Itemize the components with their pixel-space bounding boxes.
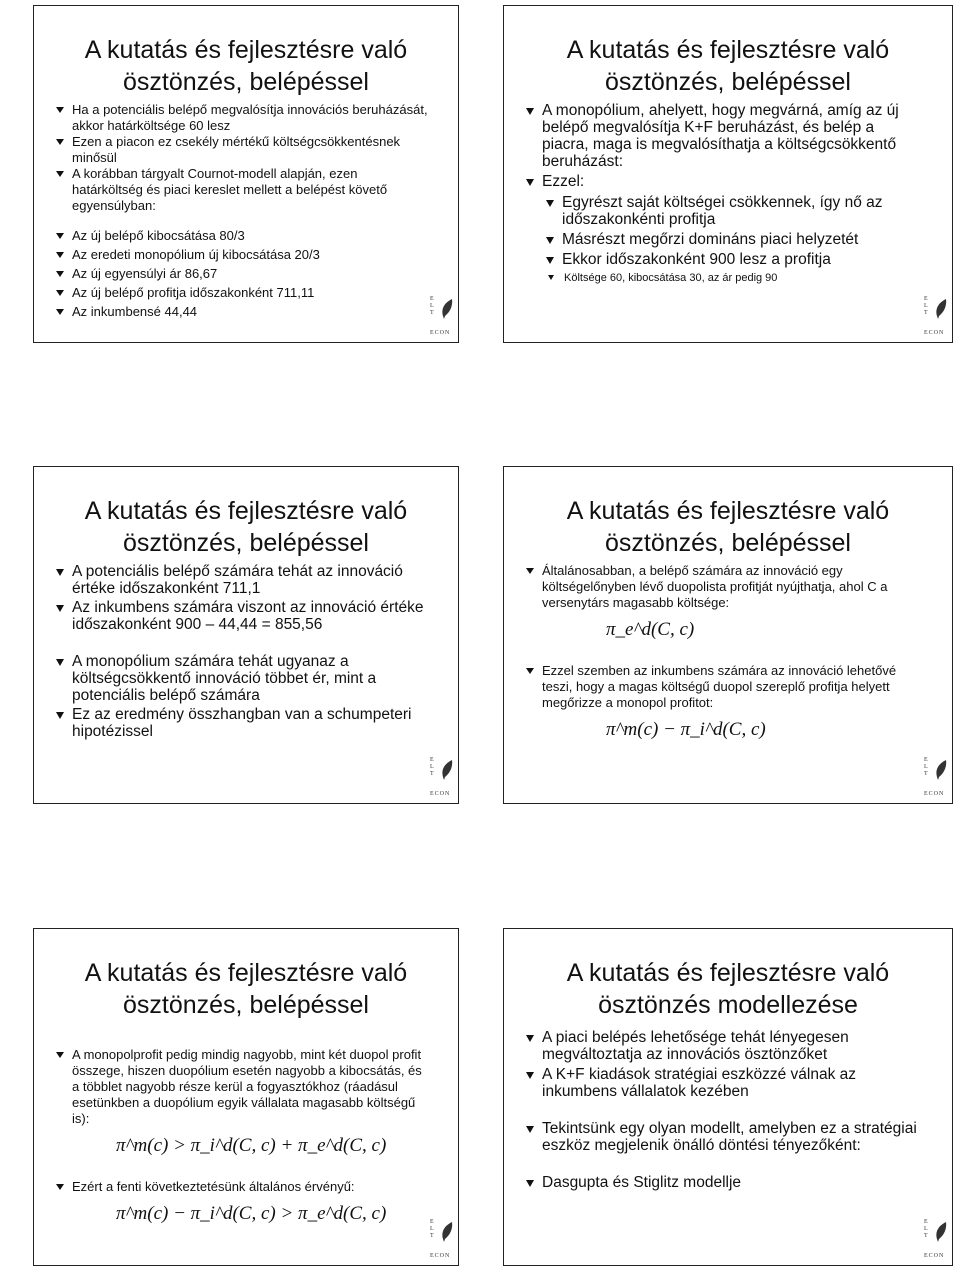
elte-econ-logo: E L T ECON <box>924 757 950 797</box>
sub-bullet-item: Az új belépő kibocsátása 80/3 <box>56 228 430 244</box>
elte-econ-logo: E L T ECON <box>430 757 456 797</box>
bullet-item: A piaci belépés lehetősége tehát lényegesen megváltoztatja az innovációs ösztönzőket <box>526 1029 924 1063</box>
title-line-2: ösztönzés, belépéssel <box>123 991 369 1019</box>
elte-econ-logo: E L T ECON <box>924 1219 950 1259</box>
bullet-item: Ezért a fenti következtetésünk általános érvényű: <box>56 1179 430 1195</box>
sub-bullet-item: Ekkor időszakonként 900 lesz a profitja <box>546 251 924 268</box>
bullet-item: A K+F kiadások stratégiai eszközzé válnak az inkumbens vállalatok kezében <box>526 1066 924 1100</box>
leaf-icon <box>934 1221 948 1243</box>
slide-content <box>56 563 430 740</box>
slide-title <box>504 495 952 559</box>
elte-econ-logo: E L T ECON <box>430 296 456 336</box>
bullet-item: Általánosabban, a belépő számára az innováció egy költségelőnyben lévő duopolista profitját nyújthatja, ahol C a versenytárs magasabb költsége: <box>526 563 924 611</box>
elte-econ-logo: E L T ECON <box>430 1219 456 1259</box>
title-line-1: A kutatás és fejlesztésre való <box>566 959 890 987</box>
bullet-item: Ez az eredmény összhangban van a schumpeteri hipotézissel <box>56 706 430 740</box>
slide-content <box>56 102 430 323</box>
bullet-item: Az inkumbens számára viszont az innováció értéke időszakonként 900 – 44,44 = 855,56 <box>56 599 430 633</box>
slide-title <box>34 495 458 559</box>
slide-6 <box>503 928 953 1266</box>
slide-2 <box>503 5 953 343</box>
sub-bullet-item: Az új egyensúlyi ár 86,67 <box>56 266 430 282</box>
leaf-icon <box>440 298 454 320</box>
slide-content <box>526 1029 924 1191</box>
slide-title <box>504 957 952 1021</box>
bullet-item: A korábban tárgyalt Cournot-modell alapján, ezen határköltség és piaci kereslet mellett a belépést követő egyensúlyban: <box>56 166 430 214</box>
formula-general-conclusion: π^m(c) − π_i^d(C, c) > π_e^d(C, c) <box>116 1203 387 1224</box>
slide-3 <box>33 466 459 804</box>
leaf-icon <box>934 298 948 320</box>
slide-4 <box>503 466 953 804</box>
elte-econ-logo: E L T ECON <box>924 296 950 336</box>
formula-incumbent-value: π^m(c) − π_i^d(C, c) <box>606 719 766 740</box>
bullet-item: Tekintsünk egy olyan modellt, amelyben ez a stratégiai eszköz megjelenik önálló döntési tényezőként: <box>526 1120 924 1154</box>
bullet-item: Ezen a piacon ez csekély mértékű költségcsökkentésnek minősül <box>56 134 430 166</box>
slide-1 <box>33 5 459 343</box>
slide-content <box>526 102 924 285</box>
slide-content <box>526 563 924 749</box>
title-line-2: ösztönzés, belépéssel <box>605 529 851 557</box>
title-line-1: A kutatás és fejlesztésre való <box>84 497 408 525</box>
bullet-item: Ha a potenciális belépő megvalósítja innovációs beruházását, akkor határköltsége 60 lesz <box>56 102 430 134</box>
title-line-1: A kutatás és fejlesztésre való <box>566 497 890 525</box>
formula-entrant-value: π_e^d(C, c) <box>606 619 695 640</box>
sub-bullet-item: Az inkumbensé 44,44 <box>56 304 430 320</box>
title-line-2: ösztönzés, belépéssel <box>123 68 369 96</box>
sub-bullet-item: Másrészt megőrzi domináns piaci helyzetét <box>546 231 924 248</box>
title-line-2: ösztönzés, belépéssel <box>123 529 369 557</box>
bullet-item: A monopolprofit pedig mindig nagyobb, mint két duopol profit összege, hiszen duopólium esetén nagyobb a kibocsátás, és a többlet nagyobb része kerül a fogyasztókhoz (ráadásul esetünkben a duopólium egyik vállalata magasabb költségű is): <box>56 1047 430 1127</box>
sub-bullet-item: Egyrészt saját költségei csökkennek, így nő az időszakonkénti profitja <box>546 194 924 228</box>
slide-title <box>504 34 952 98</box>
title-line-1: A kutatás és fejlesztésre való <box>84 36 408 64</box>
sub-bullet-item: Az eredeti monopólium új kibocsátása 20/3 <box>56 247 430 263</box>
leaf-icon <box>440 1221 454 1243</box>
slide-content <box>56 1047 430 1233</box>
title-line-2: ösztönzés modellezése <box>598 991 858 1019</box>
slide-title <box>34 957 458 1021</box>
sub-sub-bullet-item: Költsége 60, kibocsátása 30, az ár pedig 90 <box>548 271 924 285</box>
title-line-2: ösztönzés, belépéssel <box>605 68 851 96</box>
leaf-icon <box>440 759 454 781</box>
slide-title <box>34 34 458 98</box>
bullet-item: A monopólium számára tehát ugyanaz a költségcsökkentő innováció többet ér, mint a potenciális belépő számára <box>56 653 430 704</box>
title-line-1: A kutatás és fejlesztésre való <box>566 36 890 64</box>
bullet-item: Ezzel: <box>526 173 924 190</box>
bullet-item: Dasgupta és Stiglitz modellje <box>526 1174 924 1191</box>
bullet-item: A monopólium, ahelyett, hogy megvárná, amíg az új belépő megvalósítja K+F beruházást, és belép a piacra, maga is megvalósíthatja a költségcsökkentő beruházást: <box>526 102 924 170</box>
formula-profit-comparison: π^m(c) > π_i^d(C, c) + π_e^d(C, c) <box>116 1135 387 1156</box>
sub-bullet-item: Az új belépő profitja időszakonként 711,11 <box>56 285 430 301</box>
leaf-icon <box>934 759 948 781</box>
bullet-item: Ezzel szemben az inkumbens számára az innováció lehetővé teszi, hogy a magas költségű duopol szereplő profitja helyett megőrizze a monopol profitot: <box>526 663 924 711</box>
bullet-item: A potenciális belépő számára tehát az innováció értéke időszakonként 711,1 <box>56 563 430 597</box>
title-line-1: A kutatás és fejlesztésre való <box>84 959 408 987</box>
slide-5 <box>33 928 459 1266</box>
